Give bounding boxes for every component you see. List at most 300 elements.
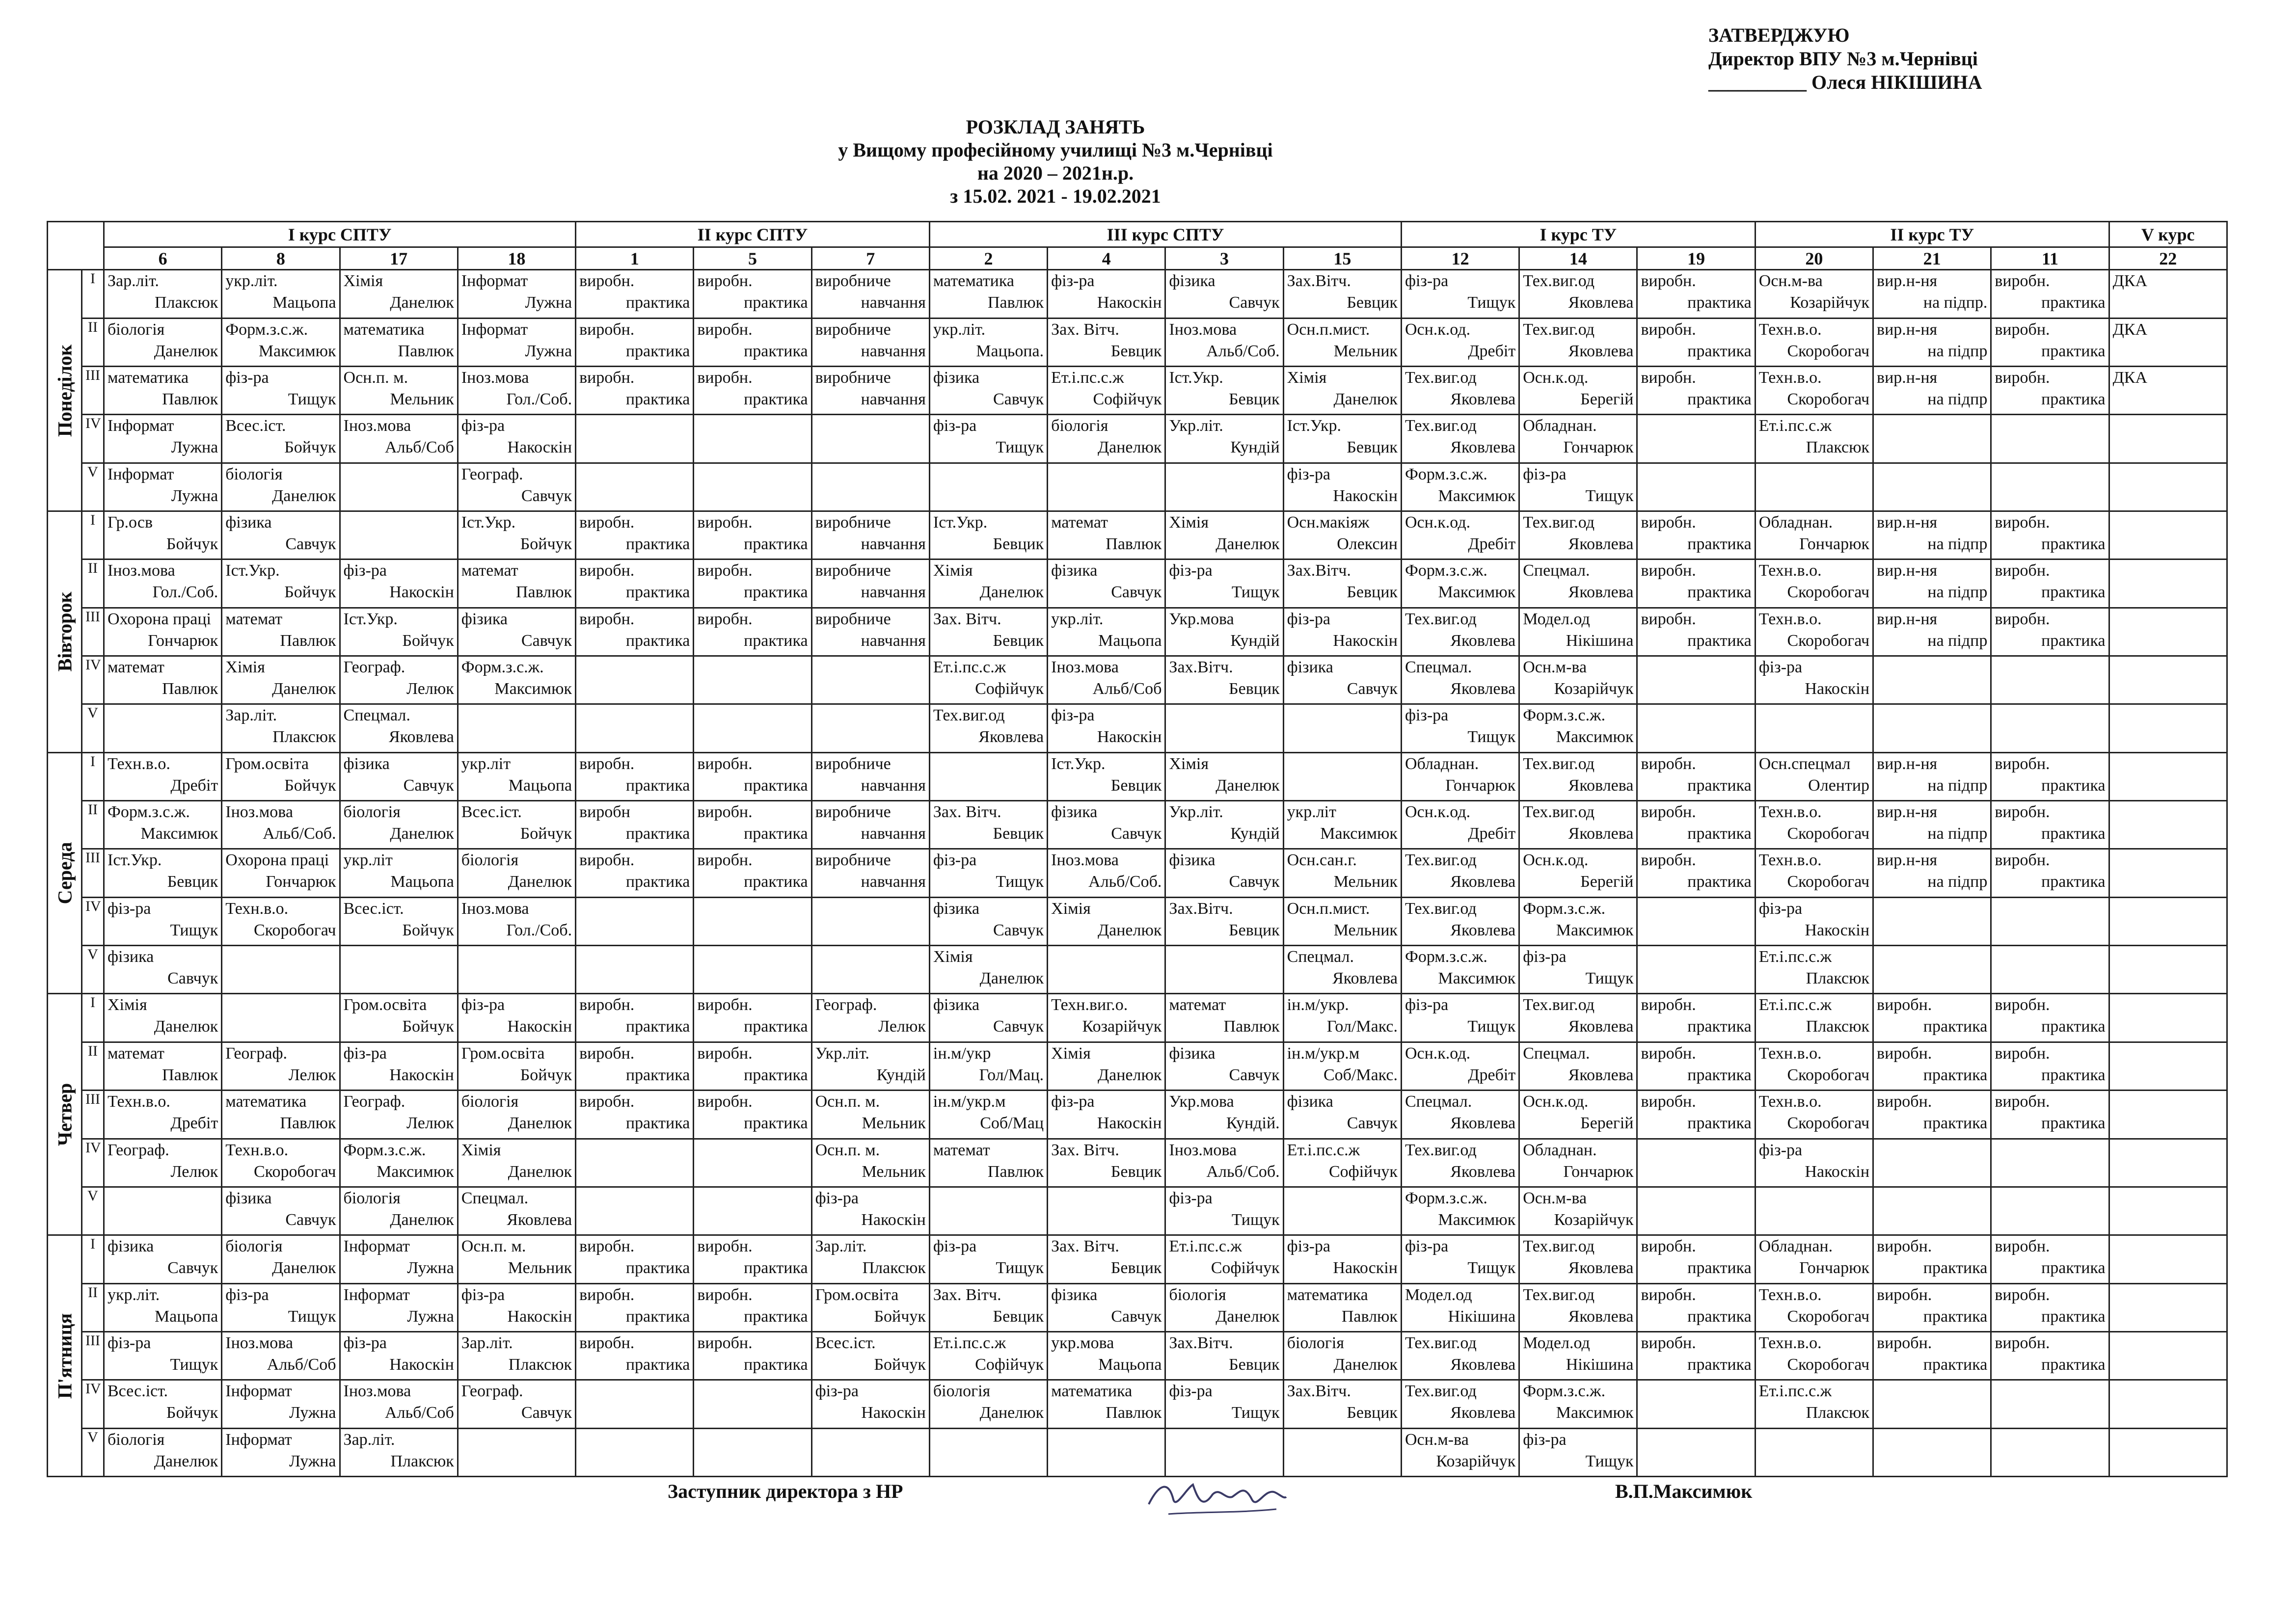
lesson-number: II: [82, 318, 104, 366]
schedule-cell: [1637, 1380, 1755, 1428]
subject: Тех.виг.од: [1523, 754, 1595, 773]
schedule-cell: [1991, 1187, 2109, 1235]
schedule-cell: [458, 1235, 575, 1283]
subject: Інформат: [461, 320, 528, 339]
subject: математ: [225, 610, 283, 628]
subject: Осн.к.од.: [1405, 513, 1471, 532]
schedule-cell: [340, 1091, 458, 1139]
subject: Тех.виг.од: [1405, 369, 1477, 387]
schedule-cell: [2109, 946, 2227, 994]
subject: ДКА: [2112, 369, 2148, 387]
schedule-cell: [1401, 559, 1519, 608]
schedule-cell: [104, 1380, 222, 1428]
lesson-number: I: [82, 511, 104, 559]
schedule-cell: [1637, 1235, 1755, 1283]
schedule-cell: [1755, 367, 1873, 415]
schedule-cell: [1991, 704, 2109, 752]
subject: фізика: [1051, 561, 1098, 580]
schedule-cell: [811, 1235, 929, 1283]
teacher: Мацьопа: [154, 1307, 218, 1326]
schedule-cell: [222, 752, 340, 800]
schedule-cell: [811, 463, 929, 511]
subject: Тех.виг.од: [1405, 899, 1477, 918]
subject: виробниче: [815, 803, 891, 822]
subject: укр.літ.: [1051, 610, 1104, 628]
teacher: практика: [1687, 1355, 1752, 1374]
schedule-cell: [222, 1283, 340, 1331]
subject: виробн.: [1995, 513, 2050, 532]
schedule-cell: [1637, 367, 1755, 415]
teacher: практика: [744, 1114, 808, 1133]
teacher: Бевцик: [1229, 1355, 1280, 1374]
schedule-cell: [1991, 415, 2109, 463]
group-number: 7: [811, 247, 929, 270]
subject: біологія: [343, 1189, 401, 1207]
subject: Тех.виг.од: [1523, 803, 1595, 822]
teacher: практика: [625, 583, 690, 602]
subject: виробн.: [697, 1092, 753, 1111]
teacher: практика: [625, 535, 690, 554]
teacher: Соб/Мац: [980, 1114, 1044, 1133]
teacher: Нікішина: [1448, 1307, 1516, 1326]
teacher: Софійчук: [1328, 1162, 1398, 1181]
schedule-cell: [1048, 1042, 1165, 1090]
teacher: Альб/Соб.: [1206, 1162, 1280, 1181]
schedule-cell: [1048, 559, 1165, 608]
schedule-cell: [1048, 849, 1165, 897]
schedule-cell: [458, 270, 575, 318]
schedule-cell: [694, 1380, 811, 1428]
subject: Іст.Укр.: [1051, 754, 1106, 773]
lesson-number: V: [82, 704, 104, 752]
subject: Іноз.мова: [461, 369, 529, 387]
schedule-cell: [1519, 270, 1637, 318]
schedule-cell: [1519, 1380, 1637, 1428]
schedule-cell: [1048, 994, 1165, 1042]
teacher: Гончарюк: [1445, 776, 1516, 795]
teacher: Гончарюк: [148, 631, 218, 650]
teacher: практика: [1687, 873, 1752, 891]
schedule-cell: [1873, 946, 1991, 994]
schedule-cell: [1755, 1139, 1873, 1187]
subject: Зар.літ.: [343, 1430, 395, 1449]
day-name: Четвер: [54, 1083, 76, 1146]
subject: математ: [1051, 513, 1108, 532]
subject: Іноз.мова: [108, 561, 175, 580]
subject: Інформат: [461, 272, 528, 291]
subject: виробн.: [1641, 1333, 1696, 1352]
lesson-number: III: [82, 608, 104, 656]
footer-deputy-name: В.П.Максимюк: [1615, 1480, 1753, 1502]
teacher: Бевцик: [1110, 1259, 1162, 1277]
teacher: Накоскін: [1805, 1162, 1870, 1181]
schedule-cell: [576, 752, 694, 800]
teacher: Яковлева: [1568, 1017, 1634, 1036]
schedule-cell: [1755, 270, 1873, 318]
title-line-1: РОЗКЛАД ЗАНЯТЬ: [966, 116, 1145, 138]
subject: Осн.макіяж: [1287, 513, 1370, 532]
subject: фіз-ра: [933, 1237, 977, 1256]
schedule-cell: [1755, 463, 1873, 511]
teacher: практика: [625, 1017, 690, 1036]
schedule-cell: [1165, 463, 1283, 511]
subject: математика: [933, 272, 1014, 291]
day-label: [48, 1235, 82, 1477]
subject: виробниче: [815, 610, 891, 628]
teacher: Бевцик: [1110, 342, 1162, 360]
teacher: Бойчук: [402, 1017, 454, 1036]
group-number: 19: [1637, 247, 1755, 270]
schedule-cell: [2109, 801, 2227, 849]
schedule-cell: [458, 463, 575, 511]
teacher: Савчук: [1229, 873, 1280, 891]
subject: виробн.: [1641, 851, 1696, 870]
lesson-number: I: [82, 1235, 104, 1283]
group-number: 22: [2109, 247, 2227, 270]
subject: математика: [1287, 1285, 1368, 1304]
subject: Іноз.мова: [1051, 658, 1119, 677]
schedule-cell: [2109, 415, 2227, 463]
schedule-cell: [1519, 1235, 1637, 1283]
teacher: Плаксюк: [508, 1355, 572, 1374]
schedule-cell: [1873, 1283, 1991, 1331]
subject: біологія: [1169, 1285, 1226, 1304]
subject: Осн.п. м.: [815, 1092, 880, 1111]
teacher: практика: [744, 1307, 808, 1326]
teacher: Лужна: [407, 1259, 454, 1277]
subject: Хімія: [343, 272, 383, 291]
subject: виробн.: [1641, 754, 1696, 773]
teacher: Яковлева: [1568, 583, 1634, 602]
schedule-cell: [1873, 1091, 1991, 1139]
schedule-cell: [2109, 752, 2227, 800]
teacher: Мельник: [508, 1259, 572, 1277]
schedule-cell: [222, 608, 340, 656]
schedule-cell: [340, 1042, 458, 1090]
schedule-cell: [1048, 704, 1165, 752]
schedule-cell: [104, 270, 222, 318]
schedule-cell: [694, 704, 811, 752]
teacher: практика: [2041, 293, 2106, 312]
schedule-cell: [340, 1331, 458, 1380]
teacher: Гол./Соб.: [506, 921, 572, 939]
day-name: Середа: [54, 842, 76, 905]
teacher: Берегій: [1580, 873, 1634, 891]
teacher: Максимюк: [1438, 1210, 1516, 1229]
schedule-cell: [1519, 608, 1637, 656]
schedule-cell: [1755, 752, 1873, 800]
subject: фіз-ра: [461, 996, 505, 1014]
teacher: практика: [2041, 342, 2106, 360]
lesson-number: II: [82, 1283, 104, 1331]
teacher: практика: [2041, 1259, 2106, 1277]
schedule-cell: [1283, 656, 1401, 704]
group-number: 5: [694, 247, 811, 270]
teacher: практика: [2041, 583, 2106, 602]
subject: Модел.од: [1405, 1285, 1472, 1304]
teacher: навчання: [861, 293, 926, 312]
schedule-cell: [811, 1428, 929, 1476]
teacher: практика: [625, 342, 690, 360]
subject: виробн.: [1877, 1044, 1932, 1063]
teacher: Данелюк: [154, 1452, 218, 1470]
subject: Тех.виг.од: [1405, 1141, 1477, 1159]
teacher: практика: [2041, 1307, 2106, 1326]
subject: Іноз.мова: [461, 899, 529, 918]
teacher: Бойчук: [520, 1065, 572, 1084]
subject: Форм.з.с.ж.: [1405, 465, 1487, 483]
schedule-cell: [340, 1235, 458, 1283]
teacher: Лелюк: [170, 1162, 218, 1181]
lesson-number: IV: [82, 1380, 104, 1428]
teacher: Лужна: [289, 1452, 336, 1470]
subject: Спецмал.: [343, 706, 410, 725]
schedule-cell: [104, 752, 222, 800]
subject: Зах. Вітч.: [1051, 1237, 1119, 1256]
schedule-cell: [576, 994, 694, 1042]
subject: Хімія: [933, 561, 973, 580]
teacher: Накоскін: [1097, 1114, 1162, 1133]
subject: Форм.з.с.ж.: [1523, 1382, 1606, 1401]
teacher: Бевцик: [1347, 1404, 1398, 1422]
teacher: Павлюк: [162, 390, 218, 409]
teacher: Павлюк: [398, 342, 454, 360]
schedule-cell: [694, 1187, 811, 1235]
schedule-cell: [1519, 849, 1637, 897]
teacher: Данелюк: [979, 969, 1044, 988]
subject: виробн.: [697, 610, 753, 628]
subject: математ: [108, 1044, 164, 1063]
teacher: практика: [744, 1017, 808, 1036]
subject: Іноз.мова: [225, 1333, 293, 1352]
subject: виробн.: [579, 1333, 635, 1352]
schedule-cell: [1637, 511, 1755, 559]
subject: Зах. Вітч.: [933, 610, 1001, 628]
schedule-cell: [1637, 1187, 1755, 1235]
subject: фіз-ра: [1051, 272, 1095, 291]
schedule-cell: [1048, 1380, 1165, 1428]
schedule-cell: [929, 1331, 1047, 1380]
teacher: практика: [1687, 776, 1752, 795]
subject: фіз-ра: [1523, 1430, 1567, 1449]
teacher: Бевцик: [1347, 438, 1398, 457]
schedule-cell: [1873, 415, 1991, 463]
teacher: практика: [2041, 825, 2106, 843]
lesson-number: II: [82, 801, 104, 849]
schedule-cell: [1991, 318, 2109, 366]
subject: Тех.виг.од: [1523, 996, 1595, 1014]
schedule-cell: [1283, 511, 1401, 559]
subject: ін.м/укр.м: [933, 1092, 1006, 1111]
subject: виробн.: [1641, 610, 1696, 628]
teacher: Скоробогач: [1787, 1307, 1870, 1326]
subject: фізика: [108, 1237, 154, 1256]
subject: фізика: [1169, 851, 1216, 870]
schedule-cell: [340, 656, 458, 704]
subject: виробн.: [1995, 272, 2050, 291]
teacher: практика: [744, 825, 808, 843]
schedule-cell: [929, 1042, 1047, 1090]
teacher: Дребіт: [1468, 342, 1516, 360]
teacher: Накоскін: [389, 583, 454, 602]
teacher: Яковлева: [1568, 825, 1634, 843]
subject: фізика: [1169, 1044, 1216, 1063]
teacher: навчання: [861, 825, 926, 843]
schedule-cell: [694, 415, 811, 463]
subject: виробн.: [579, 754, 635, 773]
subject: вир.н-ня: [1877, 754, 1938, 773]
teacher: Тищук: [1467, 728, 1516, 746]
subject: Іноз.мова: [225, 803, 293, 822]
subject: фізика: [933, 996, 980, 1014]
teacher: практика: [2041, 1065, 2106, 1084]
subject: Техн.в.о.: [1758, 803, 1822, 822]
subject: Зах. Вітч.: [1051, 320, 1119, 339]
teacher: Кундій: [1230, 825, 1280, 843]
schedule-table: [47, 221, 2228, 1477]
schedule-cell: [1283, 994, 1401, 1042]
schedule-cell: [1519, 511, 1637, 559]
schedule-cell: [2109, 318, 2227, 366]
subject: Іст.Укр.: [225, 561, 280, 580]
subject: Модел.од: [1523, 610, 1590, 628]
subject: Іноз.мова: [1051, 851, 1119, 870]
schedule-cell: [458, 1283, 575, 1331]
teacher: Альб/Соб.: [1088, 873, 1162, 891]
schedule-cell: [458, 608, 575, 656]
schedule-cell: [2109, 367, 2227, 415]
subject: Інформат: [225, 1382, 292, 1401]
teacher: Накоскін: [507, 1017, 572, 1036]
teacher: Нікішина: [1566, 631, 1634, 650]
teacher: Гончарюк: [1799, 535, 1870, 554]
teacher: Бевцик: [993, 631, 1044, 650]
subject: Гром.освіта: [815, 1285, 899, 1304]
teacher: Бевцик: [993, 825, 1044, 843]
teacher: практика: [1923, 1307, 1988, 1326]
subject: Техн.в.о.: [1758, 1044, 1822, 1063]
lesson-row: [48, 1380, 2227, 1428]
subject: фізика: [1051, 803, 1098, 822]
teacher: Максимюк: [258, 342, 336, 360]
teacher: Яковлева: [1450, 1114, 1516, 1133]
teacher: Плаксюк: [1806, 438, 1870, 457]
schedule-cell: [576, 656, 694, 704]
teacher: Данелюк: [979, 1404, 1044, 1422]
schedule-cell: [222, 801, 340, 849]
teacher: Мельник: [1333, 342, 1398, 360]
teacher: Альб/Соб: [385, 1404, 454, 1422]
teacher: Савчук: [1111, 1307, 1162, 1326]
subject: виробн.: [1995, 1237, 2050, 1256]
document-title: [736, 115, 1375, 208]
subject: Зар.літ.: [815, 1237, 867, 1256]
schedule-cell: [458, 1187, 575, 1235]
schedule-cell: [1283, 270, 1401, 318]
schedule-cell: [1401, 270, 1519, 318]
schedule-cell: [1873, 752, 1991, 800]
lesson-number: I: [82, 270, 104, 318]
subject: Осн.спецмал: [1758, 754, 1851, 773]
teacher: практика: [625, 825, 690, 843]
subject: Спецмал.: [461, 1189, 529, 1207]
schedule-cell: [458, 367, 575, 415]
schedule-cell: [1873, 559, 1991, 608]
schedule-cell: [576, 1091, 694, 1139]
teacher: Бойчук: [166, 535, 218, 554]
subject: математ: [933, 1141, 990, 1159]
schedule-cell: [929, 1380, 1047, 1428]
subject: виробн.: [697, 272, 753, 291]
schedule-cell: [222, 1380, 340, 1428]
schedule-cell: [929, 511, 1047, 559]
teacher: Павлюк: [162, 680, 218, 698]
subject: фіз-ра: [1051, 706, 1095, 725]
subject: Техн.в.о.: [108, 754, 170, 773]
subject: Всес.іст.: [343, 899, 404, 918]
teacher: практика: [2041, 390, 2106, 409]
schedule-cell: [1519, 1187, 1637, 1235]
group-number: 18: [458, 247, 575, 270]
subject: математ: [108, 658, 164, 677]
subject: виробн.: [1877, 1092, 1932, 1111]
teacher: на підпр: [1927, 873, 1988, 891]
schedule-cell: [811, 318, 929, 366]
teacher: Тищук: [288, 390, 336, 409]
schedule-cell: [1401, 897, 1519, 945]
teacher: Козарійчук: [1790, 293, 1870, 312]
teacher: Данелюк: [508, 1114, 572, 1133]
subject: виробн.: [1995, 803, 2050, 822]
teacher: Мацьопа: [390, 873, 454, 891]
lesson-number: IV: [82, 415, 104, 463]
teacher: Павлюк: [1106, 1404, 1162, 1422]
subject: біологія: [108, 320, 165, 339]
schedule-cell: [576, 801, 694, 849]
subject: фіз-ра: [225, 369, 269, 387]
schedule-cell: [576, 270, 694, 318]
schedule-cell: [1519, 415, 1637, 463]
schedule-cell: [1165, 801, 1283, 849]
subject: вир.н-ня: [1877, 369, 1938, 387]
teacher: Мацьопа: [272, 293, 336, 312]
teacher: Савчук: [993, 1017, 1044, 1036]
title-line-2: у Вищому професійному училищі №3 м.Чернівці: [838, 139, 1273, 161]
subject: укр.літ.: [933, 320, 986, 339]
schedule-cell: [340, 752, 458, 800]
schedule-cell: [1165, 511, 1283, 559]
subject: Ет.і.пс.с.ж: [933, 658, 1006, 677]
teacher: практика: [744, 293, 808, 312]
schedule-cell: [1519, 656, 1637, 704]
schedule-cell: [1165, 1380, 1283, 1428]
lesson-number: III: [82, 849, 104, 897]
teacher: практика: [2041, 873, 2106, 891]
schedule-cell: [694, 897, 811, 945]
teacher: практика: [625, 1307, 690, 1326]
teacher: практика: [2041, 631, 2106, 650]
teacher: Альб/Соб: [1092, 680, 1162, 698]
schedule-cell: [929, 994, 1047, 1042]
subject: укр.літ: [1287, 803, 1336, 822]
schedule-cell: [929, 318, 1047, 366]
teacher: Бойчук: [284, 438, 336, 457]
subject: виробниче: [815, 369, 891, 387]
teacher: Лужна: [171, 486, 218, 505]
subject: укр.літ.: [225, 272, 278, 291]
subject: Географ.: [461, 1382, 523, 1401]
schedule-cell: [1637, 849, 1755, 897]
